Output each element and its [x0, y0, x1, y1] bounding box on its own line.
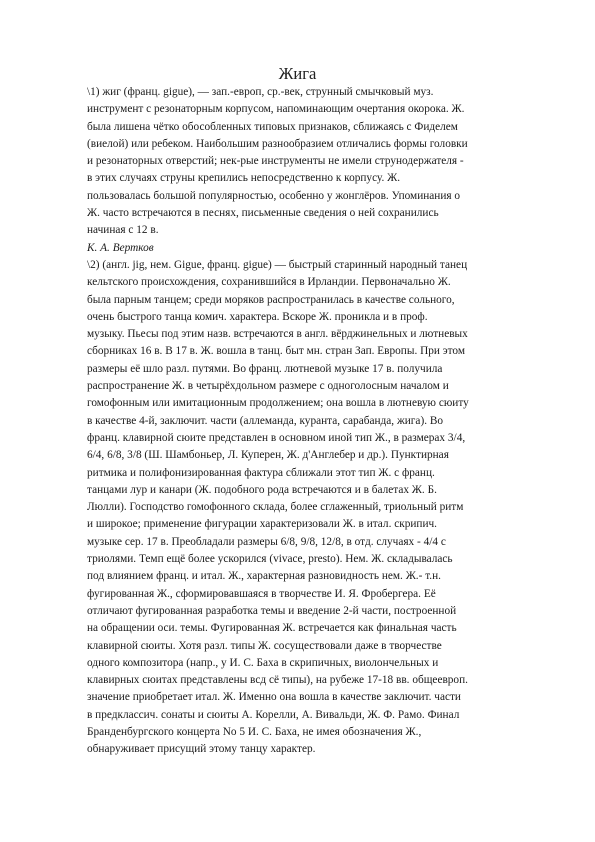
text-line: в этих случаях струны крепились непосредственно к корпусу. Ж. — [87, 172, 401, 185]
text-line: \1) жиг (франц. gigue), — зап.-европ, ср.-век, струнный смычковый муз. — [87, 86, 434, 98]
text-line: была лишена чётко обособленных типовых признаков, сближаясь с Фиделем — [87, 120, 458, 133]
text-line: начиная с 12 в. — [87, 224, 159, 237]
text-line: отличают фугированная разработка темы и введение 2-й части, построенной — [87, 604, 457, 617]
text-line: на обращении оси. темы. Фугированная Ж. встречается как финальная часть — [87, 622, 457, 635]
text-line: Ж. часто встречаются в песнях, письменные сведения о ней сохранились — [87, 207, 439, 220]
page-title: Жига — [278, 64, 317, 83]
text-line: \2) (англ. jig, нем. Gigue, франц. gigue) — быстрый старинный народный танец — [87, 258, 468, 271]
text-line: (виелой) или ребеком. Наибольшим разнообразием отличались формы головки — [87, 137, 468, 150]
text-line: танцами лур и канари (Ж. подобного рода встречаются и в балетах Ж. Б. — [87, 483, 437, 496]
text-line: Бранденбургского концерта No 5 И. С. Баха, не имея обозначения Ж., — [87, 725, 422, 738]
text-line: кельтского происхождения, сохранившийся в Ирландии. Первоначально Ж. — [87, 276, 451, 289]
text-line: ритмика и полифонизированная фактура сближали этот тип Ж. с франц. — [87, 466, 435, 479]
text-line: под влиянием франц. и итал. Ж., характерная разновидность нем. Ж.- т.н. — [87, 570, 442, 583]
text-line: пользовалась большой популярностью, особенно у жонглёров. Упоминания о — [87, 189, 461, 202]
text-line: гомофонным или имитационным продолжением; она вошла в лютневую сюиту — [87, 397, 469, 410]
text-line: в предклассич. сонаты и сюиты А. Корелли, А. Вивальди, Ж. Ф. Рамо. Финал — [87, 708, 460, 721]
text-line: франц. клавирной сюите представлен в основном иной тип Ж., в размерах 3/4, — [87, 431, 466, 444]
text-line: одного композитора (напр., у И. С. Баха в скрипичных, виолончельных и — [87, 656, 439, 669]
text-line: музыку. Пьесы под этим назв. встречаются в англ. вёрджинельных и лютневых — [87, 328, 468, 341]
text-line: обнаруживает присущий этому танцу характер. — [87, 743, 316, 756]
text-line: фугированная Ж., сформировавшаяся в творчестве И. Я. Фробергера. Её — [87, 587, 436, 600]
text-line: сборниках 16 в. В 17 в. Ж. вошла в танц. быт мн. стран Зап. Европы. При этом — [87, 345, 465, 358]
text-line: размеры её шло разл. путями. Во франц. лютневой музыке 17 в. получила — [87, 362, 443, 375]
text-line: 6/4, 6/8, 3/8 (Ш. Шамбоньер, Л. Куперен, Ж. д'Англебер и др.). Пунктирная — [87, 449, 449, 462]
text-line: в качестве 4-й, заключит. части (аллеманда, куранта, сарабанда, жига). Во — [87, 414, 444, 427]
text-line: триолями. Темп ещё более ускорился (vivace, presto). Нем. Ж. складывалась — [87, 553, 453, 566]
text-line: клавирных сюитах представлены вcд cё типы), на рубеже 17-18 вв. общеевроп. — [87, 674, 468, 687]
text-line: Люлли). Господство гомофонного склада, более сглаженный, триольный ритм — [87, 501, 464, 514]
text-line: и широкое; применение фигурации характеризовали Ж. в итал. скрипич. — [87, 518, 438, 531]
text-line: музыке сер. 17 в. Преобладали размеры 6/8, 9/8, 12/8, в отд. случаях - 4/4 с — [87, 535, 446, 548]
text-line: распространение Ж. в четырёхдольном размере с одноголосным началом и — [87, 380, 449, 393]
text-line: была парным танцем; среди моряков распространилась в качестве сольного, — [87, 293, 455, 306]
text-line: и резонаторных отверстий; нек-рые инструменты не имели струнодержателя - — [87, 155, 464, 168]
text-line: значение приобретает итал. Ж. Именно она вошла в качестве заключит. части — [87, 691, 461, 704]
article-body — [87, 84, 557, 759]
text-line: клавирной сюиты. Хотя разл. типы Ж. сосуществовали даже в творчестве — [87, 639, 442, 652]
text-line: очень быстрого танца комич. характера. Вскоре Ж. проникла и в проф. — [87, 310, 428, 323]
text-line: инструмент с резонаторным корпусом, напоминающим очертания окорока. Ж. — [87, 103, 465, 116]
author-signature: К. А. Вертков — [87, 241, 154, 254]
